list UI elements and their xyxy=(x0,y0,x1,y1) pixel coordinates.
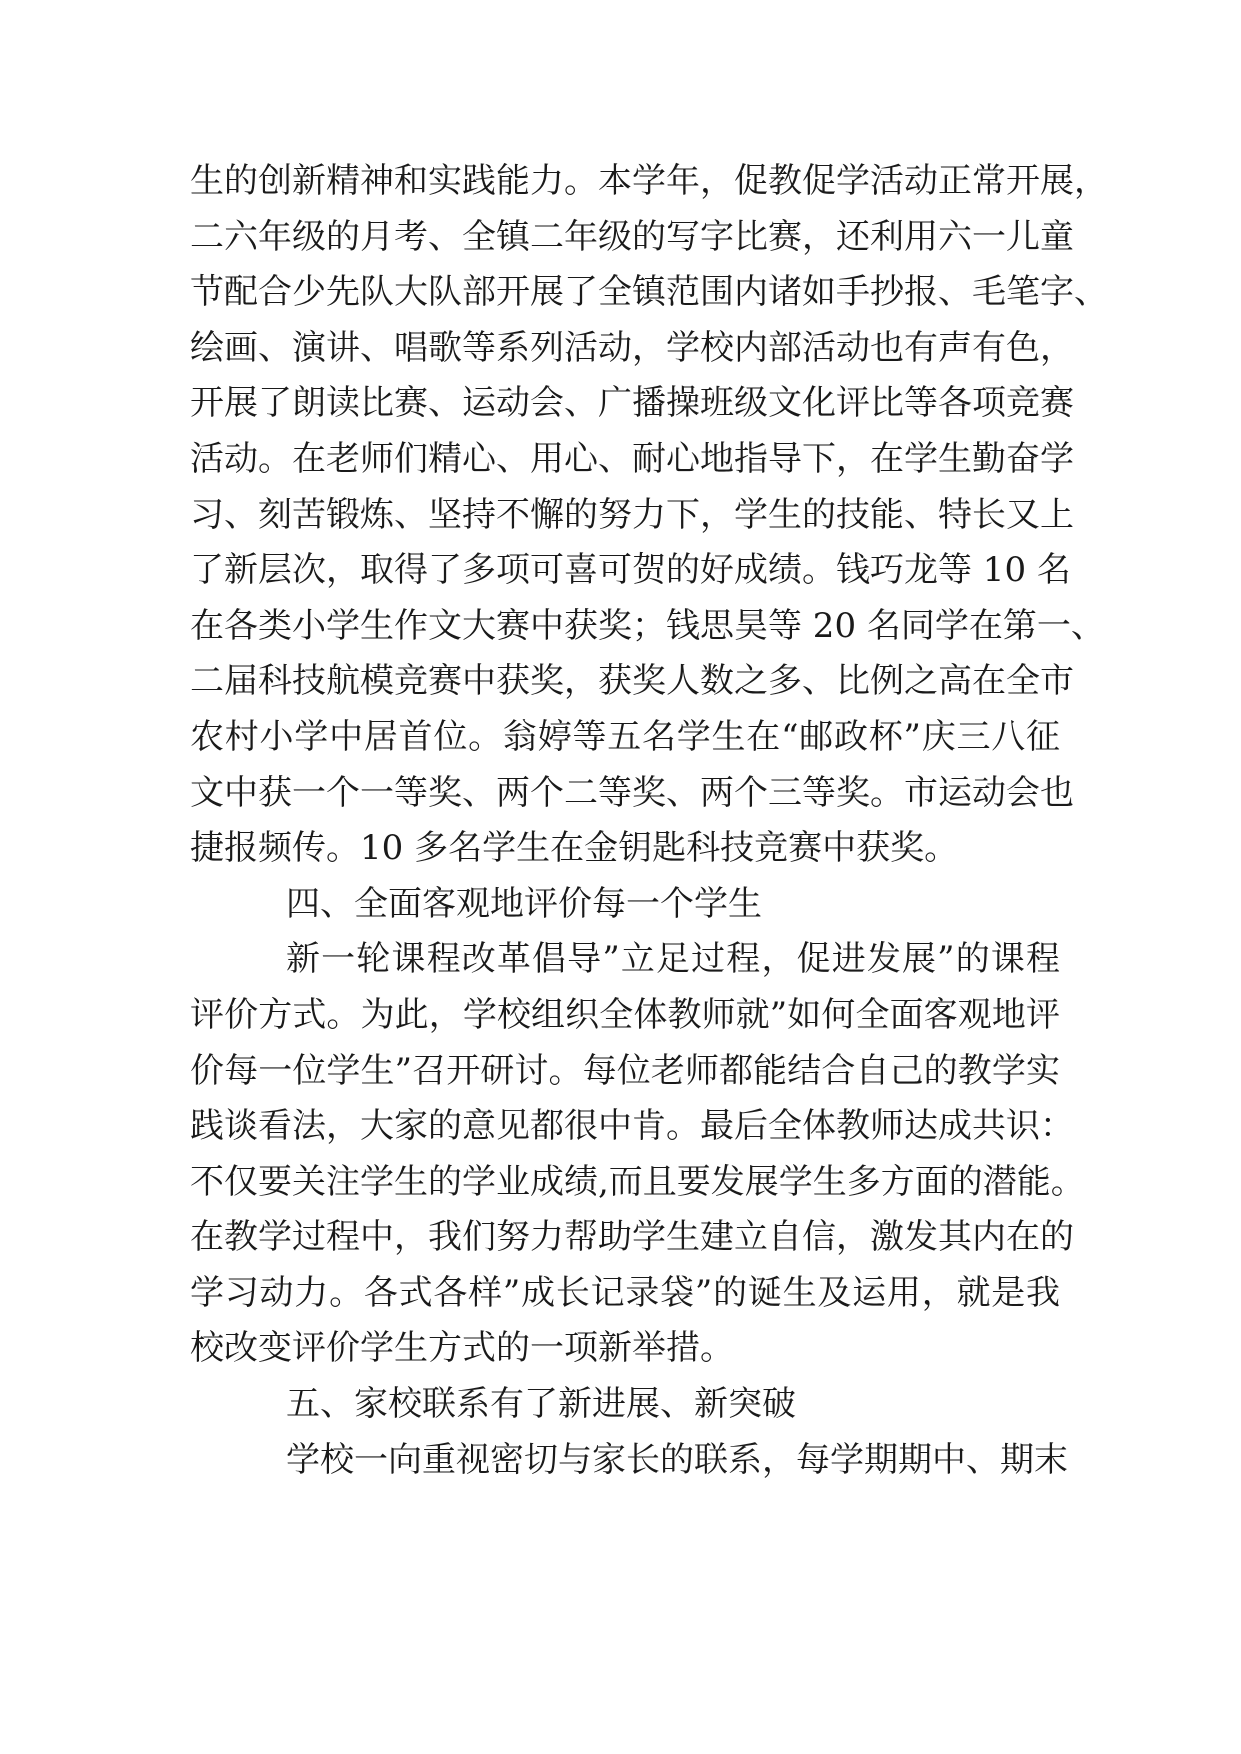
paragraph-first-line: 新一轮课程改革倡导”立足过程，促进发展”的课程 xyxy=(286,939,1060,980)
text-line: 文中获一个一等奖、两个二等奖、两个三等奖。市运动会也 xyxy=(190,772,1074,813)
text-line: 活动。在老师们精心、用心、耐心地指导下，在学生勤奋学 xyxy=(190,438,1074,479)
text-line: 二届科技航模竞赛中获奖，获奖人数之多、比例之高在全市 xyxy=(190,661,1074,702)
text-line: 学习动力。各式各样”成长记录袋”的诞生及运用，就是我 xyxy=(190,1272,1060,1313)
text-line: 节配合少先队大队部开展了全镇范围内诸如手抄报、毛笔字、 xyxy=(190,272,1108,313)
section-heading-5: 五、家校联系有了新进展、新突破 xyxy=(286,1384,796,1425)
text-line: 在各类小学生作文大赛中获奖；钱思昊等 20 名同学在第一、 xyxy=(190,605,1105,646)
text-line: 在教学过程中，我们努力帮助学生建立自信，激发其内在的 xyxy=(190,1217,1074,1258)
paragraph-end-line: 捷报频传。10 多名学生在金钥匙科技竞赛中获奖。 xyxy=(190,828,959,869)
document-body xyxy=(190,154,1108,1488)
text-line: 农村小学中居首位。翁婷等五名学生在“邮政杯”庆三八征 xyxy=(190,716,1060,757)
text-line: 不仅要关注学生的学业成绩,而且要发展学生多方面的潜能。 xyxy=(190,1161,1085,1202)
text-line: 价每一位学生”召开研讨。每位老师都能结合自己的教学实 xyxy=(190,1050,1060,1091)
text-line: 评价方式。为此，学校组织全体教师就”如何全面客观地评 xyxy=(190,994,1060,1035)
text-line: 开展了朗读比赛、运动会、广播操班级文化评比等各项竞赛 xyxy=(190,383,1074,424)
text-line: 绘画、演讲、唱歌等系列活动，学校内部活动也有声有色， xyxy=(190,327,1074,368)
paragraph-first-line: 学校一向重视密切与家长的联系，每学期期中、期末 xyxy=(286,1439,1068,1480)
text-line: 了新层次，取得了多项可喜可贺的好成绩。钱巧龙等 10 名 xyxy=(190,550,1071,591)
section-heading-4: 四、全面客观地评价每一个学生 xyxy=(286,883,762,924)
text-line: 二六年级的月考、全镇二年级的写字比赛，还利用六一儿童 xyxy=(190,216,1074,257)
text-line: 生的创新精神和实践能力。本学年，促教促学活动正常开展， xyxy=(190,161,1108,201)
text-line: 习、刻苦锻炼、坚持不懈的努力下，学生的技能、特长又上 xyxy=(190,494,1074,535)
text-line: 践谈看法，大家的意见都很中肯。最后全体教师达成共识： xyxy=(190,1106,1074,1147)
paragraph-end-line: 校改变评价学生方式的一项新举措。 xyxy=(190,1328,734,1369)
